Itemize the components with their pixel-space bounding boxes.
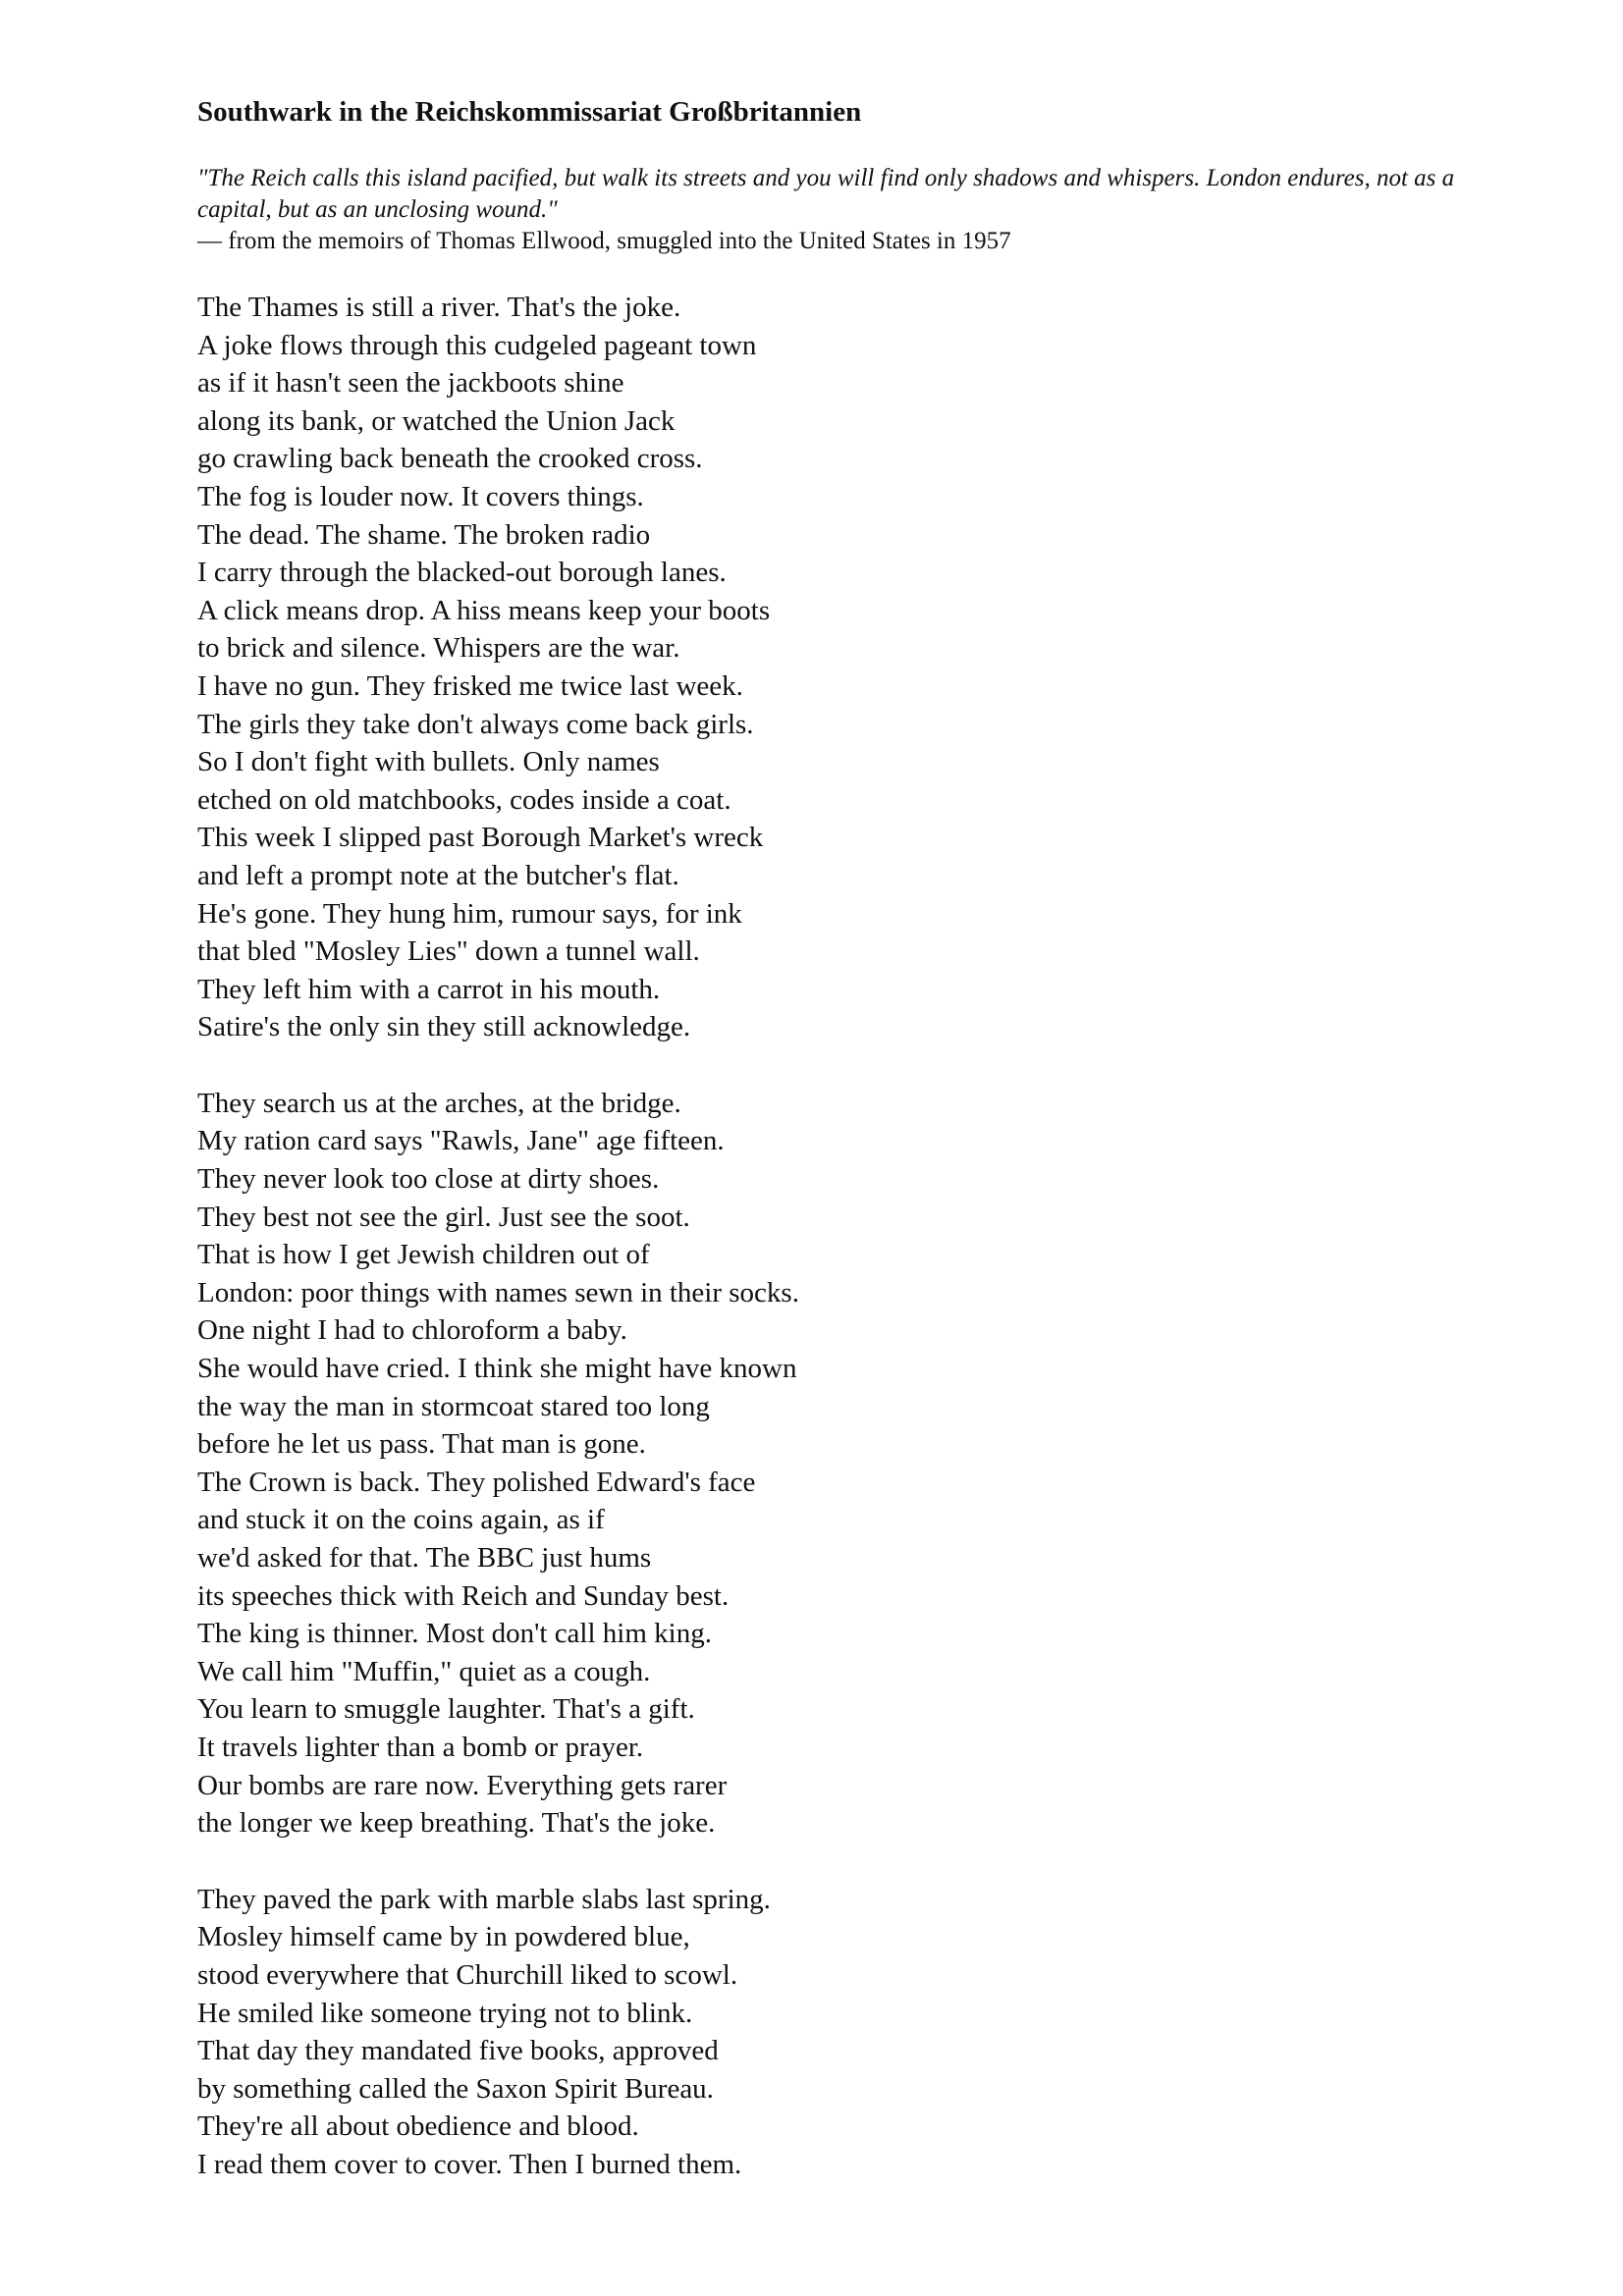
poem-line: that bled "Mosley Lies" down a tunnel wall.	[197, 935, 700, 968]
poem-line: We call him "Muffin," quiet as a cough.	[197, 1655, 651, 1687]
poem-line: They're all about obedience and blood.	[197, 2110, 639, 2143]
poem-line: They left him with a carrot in his mouth.	[197, 973, 661, 1005]
poem-line: by something called the Saxon Spirit Bureau.	[197, 2072, 714, 2105]
poem-line: the way the man in stormcoat stared too long	[197, 1390, 710, 1422]
poem-line: That day they mandated five books, approved	[197, 2035, 719, 2067]
poem-line: The girls they take don't always come back girls.	[197, 708, 754, 740]
poem-line: we'd asked for that. The BBC just hums	[197, 1542, 652, 1574]
poem-line: I read them cover to cover. Then I burned them.	[197, 2148, 742, 2180]
poem-line: It travels lighter than a bomb or prayer.	[197, 1731, 644, 1763]
poem-line: London: poor things with names sewn in their socks.	[197, 1276, 799, 1308]
stanza-2	[197, 1085, 1474, 1842]
poem-line: He's gone. They hung him, rumour says, for ink	[197, 897, 742, 930]
poem-line: I have no gun. They frisked me twice last week.	[197, 669, 743, 702]
poem-line: and stuck it on the coins again, as if	[197, 1504, 605, 1536]
poem-line: He smiled like someone trying not to blink.	[197, 1997, 693, 2029]
poem-line: She would have cried. I think she might have known	[197, 1353, 797, 1385]
poem-line: the longer we keep breathing. That's the joke.	[197, 1807, 716, 1840]
stanza-3	[197, 1881, 1474, 2184]
poem-line: etched on old matchbooks, codes inside a coat.	[197, 783, 731, 816]
poem-line: before he let us pass. That man is gone.	[197, 1428, 646, 1461]
poem-line: stood everywhere that Churchill liked to scowl.	[197, 1958, 738, 1991]
poem-line: The king is thinner. Most don't call him king.	[197, 1618, 712, 1650]
poem-line: They never look too close at dirty shoes.	[197, 1163, 660, 1196]
poem-line: as if it hasn't seen the jackboots shine	[197, 367, 624, 400]
stanza-1	[197, 289, 1474, 1046]
poem-body	[197, 289, 1474, 2184]
poem-line: One night I had to chloroform a baby.	[197, 1314, 627, 1347]
poem-line: A click means drop. A hiss means keep your boots	[197, 594, 771, 626]
poem-line: and left a prompt note at the butcher's flat.	[197, 859, 679, 891]
poem-line: Our bombs are rare now. Everything gets rarer	[197, 1769, 728, 1801]
poem-line: They search us at the arches, at the bridge.	[197, 1087, 681, 1119]
poem-line: So I don't fight with bullets. Only names	[197, 746, 660, 778]
epigraph-attribution: — from the memoirs of Thomas Ellwood, smuggled into the United States in 1957	[197, 228, 1011, 254]
epigraph-quote: "The Reich calls this island pacified, but walk its streets and you will find only shadows and whispers. London endures, not as a capital, but as an unclosing wound."	[197, 165, 1455, 223]
poem-line: along its bank, or watched the Union Jack	[197, 404, 676, 437]
poem-line: to brick and silence. Whispers are the war.	[197, 632, 680, 665]
poem-line: The Thames is still a river. That's the joke.	[197, 292, 681, 323]
poem-line: The fog is louder now. It covers things.	[197, 480, 644, 512]
poem-line: Satire's the only sin they still acknowledge.	[197, 1011, 691, 1043]
poem-line: its speeches thick with Reich and Sunday best.	[197, 1579, 730, 1612]
poem-line: They best not see the girl. Just see the soot.	[197, 1201, 690, 1233]
poem-line: You learn to smuggle laughter. That's a gift.	[197, 1693, 695, 1726]
poem-line: That is how I get Jewish children out of	[197, 1239, 650, 1271]
poem-line: The dead. The shame. The broken radio	[197, 518, 651, 551]
poem-title: Southwark in the Reichskommissariat Großbritannien	[197, 96, 862, 128]
poem-line: They paved the park with marble slabs last spring.	[197, 1883, 771, 1915]
poem-line: A joke flows through this cudgeled pageant town	[197, 329, 757, 361]
poem-line: go crawling back beneath the crooked cross.	[197, 443, 703, 475]
poem-line: My ration card says "Rawls, Jane" age fifteen.	[197, 1125, 725, 1157]
epigraph	[197, 163, 1474, 257]
poem-line: This week I slipped past Borough Market's wreck	[197, 822, 764, 854]
poem-line: Mosley himself came by in powdered blue,	[197, 1921, 690, 1953]
document-page	[197, 94, 1474, 2222]
poem-line: I carry through the blacked-out borough lanes.	[197, 557, 727, 589]
poem-line: The Crown is back. They polished Edward's face	[197, 1466, 756, 1498]
